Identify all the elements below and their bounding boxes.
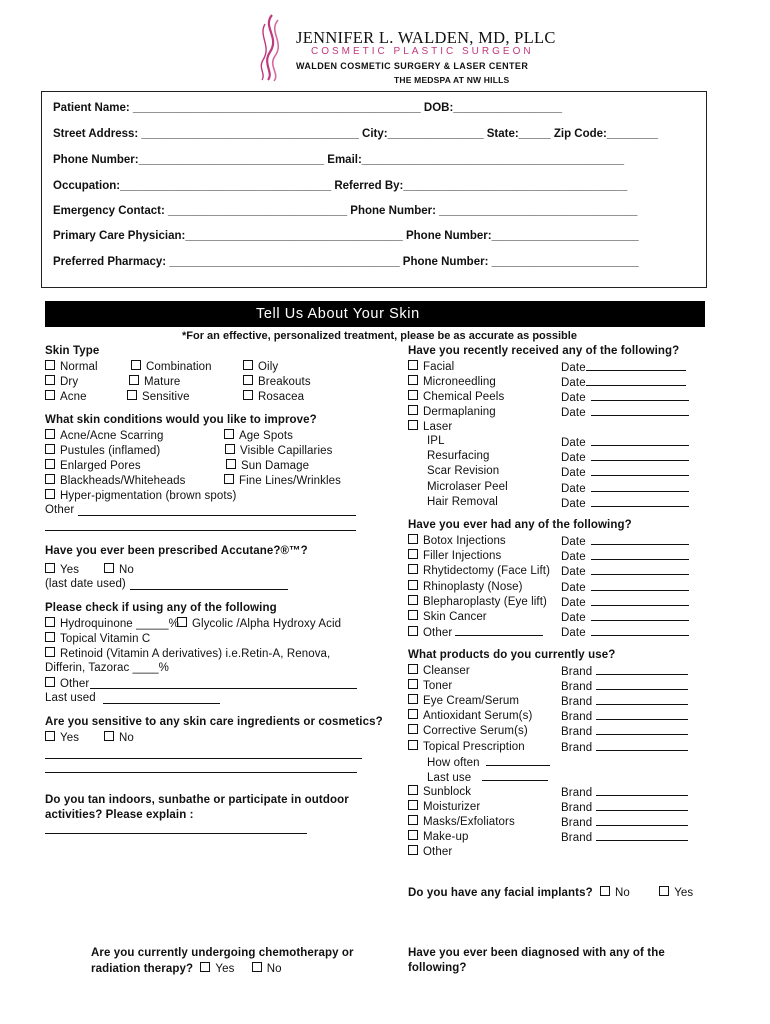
address-row[interactable]: Street Address: __________________________________ City:_______________ State:_____ Zip Code:________ <box>53 128 659 140</box>
cond-pustules[interactable]: Pustules (inflamed) <box>45 444 160 457</box>
tan-question-1: Do you tan indoors, sunbathe or participate in outdoor <box>45 794 349 806</box>
products-question: What products do you currently use? <box>408 649 616 661</box>
practice-subtitle: COSMETIC PLASTIC SURGEON <box>311 46 534 57</box>
cond-hyperpigmentation[interactable]: Hyper-pigmentation (brown spots) <box>45 489 236 502</box>
skin-combination[interactable]: Combination <box>131 360 212 373</box>
checkbox[interactable] <box>408 375 418 385</box>
laser-hair-removal: Hair Removal <box>427 496 498 508</box>
checkbox[interactable] <box>408 580 418 590</box>
check-using-heading: Please check if using any of the following <box>45 602 277 614</box>
checkbox[interactable] <box>45 632 55 642</box>
retinoid-line-2: Differin, Tazorac ____% <box>45 662 169 674</box>
product-antioxidant[interactable]: Antioxidant Serum(s) <box>408 709 532 722</box>
ever-botox[interactable]: Botox Injections <box>408 534 506 547</box>
checkbox[interactable] <box>104 731 114 741</box>
checkbox[interactable] <box>131 360 141 370</box>
checkbox[interactable] <box>408 664 418 674</box>
using-other[interactable]: Other <box>45 677 89 690</box>
checkbox[interactable] <box>408 610 418 620</box>
checkbox[interactable] <box>177 617 187 627</box>
accutane-no[interactable]: No <box>104 563 134 576</box>
cond-other-line-2[interactable] <box>45 530 356 531</box>
ever-skin-cancer[interactable]: Skin Cancer <box>408 610 487 623</box>
checkbox[interactable] <box>408 800 418 810</box>
cond-wrinkles[interactable]: Fine Lines/Wrinkles <box>224 474 341 487</box>
cond-pores[interactable]: Enlarged Pores <box>45 459 141 472</box>
accutane-last-date-line[interactable] <box>130 589 288 590</box>
diagnosed-question-2: following? <box>408 962 467 974</box>
checkbox[interactable] <box>659 886 669 896</box>
tan-question-2: activities? Please explain : <box>45 809 194 821</box>
recent-question: Have you recently received any of the following? <box>408 345 680 357</box>
cond-sun-damage[interactable]: Sun Damage <box>226 459 309 472</box>
skin-sensitive[interactable]: Sensitive <box>127 390 190 403</box>
last-used-label: Last used <box>45 692 96 704</box>
accuracy-note: *For an effective, personalized treatment, please be as accurate as possible <box>182 330 577 342</box>
checkbox[interactable] <box>408 420 418 430</box>
laser-ipl: IPL <box>427 435 445 447</box>
practice-name: JENNIFER L. WALDEN, MD, PLLC <box>296 28 556 47</box>
checkbox[interactable] <box>45 731 55 741</box>
checkbox[interactable] <box>408 694 418 704</box>
chemo-question-1: Are you currently undergoing chemotherapy or <box>91 947 354 959</box>
date-field[interactable]: Date <box>561 360 686 374</box>
logo <box>252 12 292 82</box>
primary-care-row[interactable]: Primary Care Physician:__________________________________ Phone Number:_______________________ <box>53 230 639 242</box>
checkbox[interactable] <box>225 444 235 454</box>
product-sunblock[interactable]: Sunblock <box>408 785 471 798</box>
recent-facial[interactable]: Facial <box>408 360 454 373</box>
brand-field[interactable]: Brand <box>561 740 688 754</box>
hydroquinone[interactable]: Hydroquinone _____% <box>45 617 179 630</box>
brand-field[interactable]: Brand <box>561 800 688 814</box>
checkbox[interactable] <box>45 360 55 370</box>
ever-other[interactable]: Other <box>408 625 543 639</box>
skin-dry[interactable]: Dry <box>45 375 78 388</box>
last-used-line[interactable] <box>103 703 220 704</box>
skin-mature[interactable]: Mature <box>129 375 180 388</box>
brand-field[interactable]: Brand <box>561 664 688 678</box>
date-field[interactable]: Date <box>561 450 689 464</box>
checkbox[interactable] <box>45 563 55 573</box>
product-masks[interactable]: Masks/Exfoliators <box>408 815 515 828</box>
checkbox[interactable] <box>45 489 55 499</box>
sensitive-line-1[interactable] <box>45 758 362 759</box>
product-eye-cream[interactable]: Eye Cream/Serum <box>408 694 519 707</box>
recent-laser[interactable]: Laser <box>408 420 452 433</box>
checkbox[interactable] <box>224 474 234 484</box>
checkbox[interactable] <box>243 375 253 385</box>
checkbox[interactable] <box>408 830 418 840</box>
checkbox[interactable] <box>408 549 418 559</box>
checkbox[interactable] <box>408 595 418 605</box>
checkbox[interactable] <box>45 429 55 439</box>
brand-field[interactable]: Brand <box>561 785 688 799</box>
checkbox[interactable] <box>200 962 210 972</box>
topical-vitamin-c[interactable]: Topical Vitamin C <box>45 632 150 645</box>
checkbox[interactable] <box>252 962 262 972</box>
brand-field[interactable]: Brand <box>561 830 688 844</box>
date-field[interactable]: Date <box>561 610 689 624</box>
product-other[interactable]: Other <box>408 845 452 858</box>
cond-other-label: Other <box>45 504 75 516</box>
product-corrective[interactable]: Corrective Serum(s) <box>408 724 528 737</box>
ever-blepharoplasty[interactable]: Blepharoplasty (Eye lift) <box>408 595 547 608</box>
brand-field[interactable]: Brand <box>561 679 688 693</box>
checkbox[interactable] <box>45 459 55 469</box>
checkbox[interactable] <box>408 740 418 750</box>
checkbox[interactable] <box>408 626 418 636</box>
product-cleanser[interactable]: Cleanser <box>408 664 470 677</box>
date-field[interactable]: Date <box>561 481 689 495</box>
checkbox[interactable] <box>408 724 418 734</box>
sensitive-no[interactable]: No <box>104 731 134 744</box>
checkbox[interactable] <box>45 677 55 687</box>
patient-info-box <box>41 91 707 288</box>
skin-type-heading: Skin Type <box>45 345 100 357</box>
checkbox[interactable] <box>408 564 418 574</box>
checkbox[interactable] <box>600 886 610 896</box>
checkbox[interactable] <box>45 375 55 385</box>
date-field[interactable]: Date <box>561 595 689 609</box>
accutane-last-date-label: (last date used) <box>45 578 126 590</box>
checkbox[interactable] <box>243 390 253 400</box>
product-moisturizer[interactable]: Moisturizer <box>408 800 480 813</box>
checkbox[interactable] <box>224 429 234 439</box>
laser-scar-revision: Scar Revision <box>427 465 500 477</box>
accutane-question: Have you ever been prescribed Accutane?®™? <box>45 545 308 557</box>
skin-rosacea[interactable]: Rosacea <box>243 390 304 403</box>
cond-acne[interactable]: Acne/Acne Scarring <box>45 429 163 442</box>
skin-breakouts[interactable]: Breakouts <box>243 375 311 388</box>
accutane-yes[interactable]: Yes <box>45 563 79 576</box>
logo-swirl-icon <box>252 12 292 82</box>
skin-acne[interactable]: Acne <box>45 390 87 403</box>
retinoid[interactable]: Retinoid (Vitamin A derivatives) i.e.Retin-A, Renova, <box>45 647 330 660</box>
date-field[interactable]: Date <box>561 496 689 510</box>
checkbox[interactable] <box>45 390 55 400</box>
medspa-name: THE MEDSPA AT NW HILLS <box>394 75 510 85</box>
occupation-row[interactable]: Occupation:_________________________________ Referred By:___________________________________ <box>53 180 628 192</box>
checkbox[interactable] <box>226 459 236 469</box>
cond-other-line[interactable] <box>78 515 356 516</box>
checkbox[interactable] <box>408 390 418 400</box>
brand-field[interactable]: Brand <box>561 815 688 829</box>
center-name: WALDEN COSMETIC SURGERY & LASER CENTER <box>296 61 529 71</box>
checkbox[interactable] <box>408 534 418 544</box>
phone-email-row[interactable]: Phone Number:_____________________________ Email:_________________________________________ <box>53 154 625 166</box>
patient-name-row[interactable]: Patient Name: _____________________________________________ DOB:_________________ <box>53 102 562 114</box>
laser-microlaser-peel: Microlaser Peel <box>427 481 508 493</box>
diagnosed-question-1: Have you ever been diagnosed with any of the <box>408 947 665 959</box>
conditions-question: What skin conditions would you like to improve? <box>45 414 317 426</box>
ever-filler[interactable]: Filler Injections <box>408 549 501 562</box>
product-makeup[interactable]: Make-up <box>408 830 468 843</box>
sensitive-line-2[interactable] <box>45 772 357 773</box>
chemo-question-2: radiation therapy? Yes No <box>91 963 282 975</box>
skin-normal[interactable]: Normal <box>45 360 98 373</box>
brand-field[interactable]: Brand <box>561 694 688 708</box>
checkbox[interactable] <box>408 360 418 370</box>
pharmacy-row[interactable]: Preferred Pharmacy: ____________________________________ Phone Number: _______________________ <box>53 256 639 268</box>
date-field[interactable]: Date <box>561 435 689 449</box>
brand-field[interactable]: Brand <box>561 724 688 738</box>
brand-field[interactable]: Brand <box>561 709 688 723</box>
date-field[interactable]: Date <box>561 549 689 563</box>
date-field[interactable]: Date <box>561 465 689 479</box>
date-field[interactable]: Date <box>561 390 689 404</box>
checkbox[interactable] <box>45 617 55 627</box>
checkbox[interactable] <box>129 375 139 385</box>
laser-resurfacing: Resurfacing <box>427 450 490 462</box>
checkbox[interactable] <box>408 785 418 795</box>
date-field[interactable]: Date <box>561 375 686 389</box>
skin-oily[interactable]: Oily <box>243 360 278 373</box>
sensitive-question: Are you sensitive to any skin care ingredients or cosmetics? <box>45 716 383 728</box>
ever-rhytidectomy[interactable]: Rhytidectomy (Face Lift) <box>408 564 550 577</box>
last-use-field[interactable]: Last use <box>427 770 548 784</box>
ever-question: Have you ever had any of the following? <box>408 519 632 531</box>
recent-microneedling[interactable]: Microneedling <box>408 375 496 388</box>
checkbox[interactable] <box>127 390 137 400</box>
checkbox[interactable] <box>243 360 253 370</box>
checkbox[interactable] <box>408 815 418 825</box>
checkbox[interactable] <box>45 444 55 454</box>
product-prescription[interactable]: Topical Prescription <box>408 740 525 753</box>
ever-rhinoplasty[interactable]: Rhinoplasty (Nose) <box>408 580 523 593</box>
cond-capillaries[interactable]: Visible Capillaries <box>225 444 332 457</box>
checkbox[interactable] <box>408 709 418 719</box>
checkbox[interactable] <box>408 679 418 689</box>
checkbox[interactable] <box>408 845 418 855</box>
checkbox[interactable] <box>45 474 55 484</box>
date-field[interactable]: Date <box>561 580 689 594</box>
sensitive-yes[interactable]: Yes <box>45 731 79 744</box>
using-other-line[interactable] <box>90 688 357 689</box>
implants-question: Do you have any facial implants? No Yes <box>408 887 694 899</box>
product-toner[interactable]: Toner <box>408 679 452 692</box>
section-title: Tell Us About Your Skin <box>256 306 420 322</box>
tan-answer-line[interactable] <box>45 833 307 834</box>
checkbox[interactable] <box>408 405 418 415</box>
how-often-field[interactable]: How often <box>427 755 550 769</box>
date-field[interactable]: Date <box>561 564 689 578</box>
date-field[interactable]: Date <box>561 625 689 639</box>
cond-age-spots[interactable]: Age Spots <box>224 429 293 442</box>
recent-chemical-peels[interactable]: Chemical Peels <box>408 390 504 403</box>
glycolic-acid[interactable]: Glycolic /Alpha Hydroxy Acid <box>177 617 341 630</box>
checkbox[interactable] <box>45 647 55 657</box>
date-field[interactable]: Date <box>561 405 689 419</box>
cond-blackheads[interactable]: Blackheads/Whiteheads <box>45 474 185 487</box>
emergency-contact-row[interactable]: Emergency Contact: ____________________________ Phone Number: _______________________________ <box>53 205 638 217</box>
recent-dermaplaning[interactable]: Dermaplaning <box>408 405 496 418</box>
checkbox[interactable] <box>104 563 114 573</box>
date-field[interactable]: Date <box>561 534 689 548</box>
